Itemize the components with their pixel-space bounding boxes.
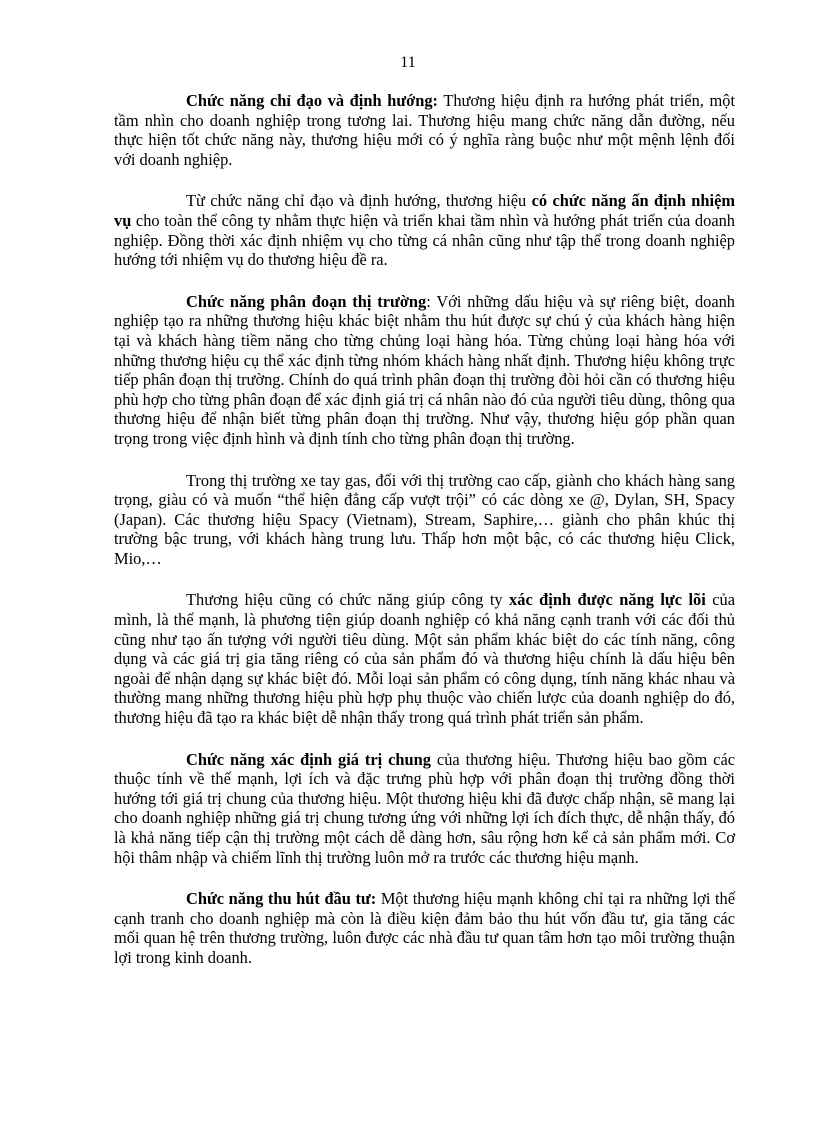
paragraph-text: cho toàn thể công ty nhằm thực hiện và triển khai tầm nhìn và hướng phát triển của doanh nghiệp. Đồng thời xác định nhiệm vụ cho từng cá nhân cũng như tập thể trong doanh nghiệp hướng tới nhiệm vụ do thương hiệu đề ra. (114, 210, 735, 270)
paragraph-leadership-function (114, 91, 735, 169)
paragraph-text: của mình, là thế mạnh, là phương tiện giúp doanh nghiệp có khả năng cạnh tranh với các đối thủ cũng như tạo ấn tượng với người tiêu dùng. Một sản phẩm khác biệt do các tính năng, công dụng và các giá trị gia tăng riêng có của sản phẩm đó và thương hiệu chính là dấu hiệu bên ngoài để nhận dạng sự khác biệt đó. Mỗi loại sản phẩm có công dụng, tính năng khác nhau và thường mang những thương hiệu phù hợp phụ thuộc vào chiến lược của doanh nghiệp do đó, thương hiệu đã tạo ra khác biệt dễ nhận thấy trong quá trình phát triển sản phẩm. (114, 590, 735, 728)
document-body (114, 91, 735, 990)
paragraph-heading: Chức năng xác định giá trị chung (186, 749, 431, 769)
paragraph-core-competence (114, 590, 735, 727)
paragraph-text: của thương hiệu. Thương hiệu bao gồm các thuộc tính về thế mạnh, lợi ích và đặc trưng phù hợp với phân đoạn thị trường đồng thời hướng tới giá trị chung của thương hiệu. Một thương hiệu khi đã được chấp nhận, sẽ mang lại cho doanh nghiệp những giá trị chung tương ứng với những lợi ích đích thực, dễ nhận thấy, đó là khả năng tiếp cận thị trường một cách dễ dàng hơn, sâu rộng hơn kể cả sản phẩm mới. Cơ hội thâm nhập và chiếm lĩnh thị trường luôn mở ra trước các thương hiệu mạnh. (114, 749, 735, 867)
paragraph-heading: Chức năng thu hút đầu tư: (186, 889, 377, 909)
paragraph-heading: Chức năng phân đoạn thị trường (186, 291, 427, 311)
paragraph-investment-function (114, 889, 735, 967)
paragraph-text: Từ chức năng chỉ đạo và định hướng, thương hiệu (186, 191, 532, 211)
paragraph-segmentation-function (114, 292, 735, 449)
paragraph-emphasis: có chức năng ấn định nhiệm vụ (114, 191, 735, 230)
paragraph-common-value-function (114, 750, 735, 868)
paragraph-text: Một thương hiệu mạnh không chỉ tại ra những lợi thế cạnh tranh cho doanh nghiệp mà còn là điều kiện đảm bảo thu hút vốn đầu tư, gia tăng các mối quan hệ trên thương trường, luôn được các nhà đầu tư quan tâm hơn tạo môi trường thuận lợi trong kinh doanh. (114, 889, 735, 967)
paragraph-scooter-example (114, 471, 735, 569)
paragraph-mission-function (114, 191, 735, 269)
paragraph-emphasis: xác định được năng lực lõi (509, 590, 706, 610)
paragraph-heading: Chức năng chỉ đạo và định hướng: (186, 91, 439, 110)
page-number: 11 (400, 54, 416, 71)
paragraph-text: Thương hiệu cũng có chức năng giúp công ty (186, 590, 510, 610)
paragraph-text: : Với những dấu hiệu và sự riêng biệt, doanh nghiệp tạo ra những thương hiệu khác biệt nhằm thu hút được sự chú ý của khách hàng hiện tại và khách hàng tiềm năng cho từng chủng loại hàng hóa. Từng chủng loại hàng hóa với những thương hiệu cụ thể xác định từng nhóm khách hàng nhất định. Thương hiệu không trực tiếp phân đoạn thị trường. Chính do quá trình phân đoạn thị trường đòi hỏi cần có thương hiệu phù hợp cho từng phân đoạn để xác định giá trị cá nhân nào đó của người tiêu dùng, thông qua thương hiệu để nhận biết từng phân đoạn thị trường. Như vậy, thương hiệu góp phần quan trọng trong việc định hình và định tính cho từng phân đoạn thị trường. (114, 291, 736, 448)
paragraph-text: Trong thị trường xe tay gas, đối với thị trường cao cấp, giành cho khách hàng sang trọng, giàu có và muốn “thể hiện đẳng cấp vượt trội” có các dòng xe @, Dylan, SH, Spacy (Japan). Các thương hiệu Spacy (Vietnam), Stream, Saphire,… giành cho phân khúc thị trường bậc trung, với khách hàng trung lưu. Thấp hơn một bậc, có các thương hiệu Click, Mio,… (114, 470, 735, 568)
paragraph-text: Thương hiệu định ra hướng phát triển, một tầm nhìn cho doanh nghiệp trong tương lai. Thương hiệu mang chức năng dẫn đường, nếu thực hiện tốt chức năng này, thương hiệu mới có ý nghĩa ràng buộc như một mệnh lệnh đối với doanh nghiệp. (114, 91, 735, 169)
